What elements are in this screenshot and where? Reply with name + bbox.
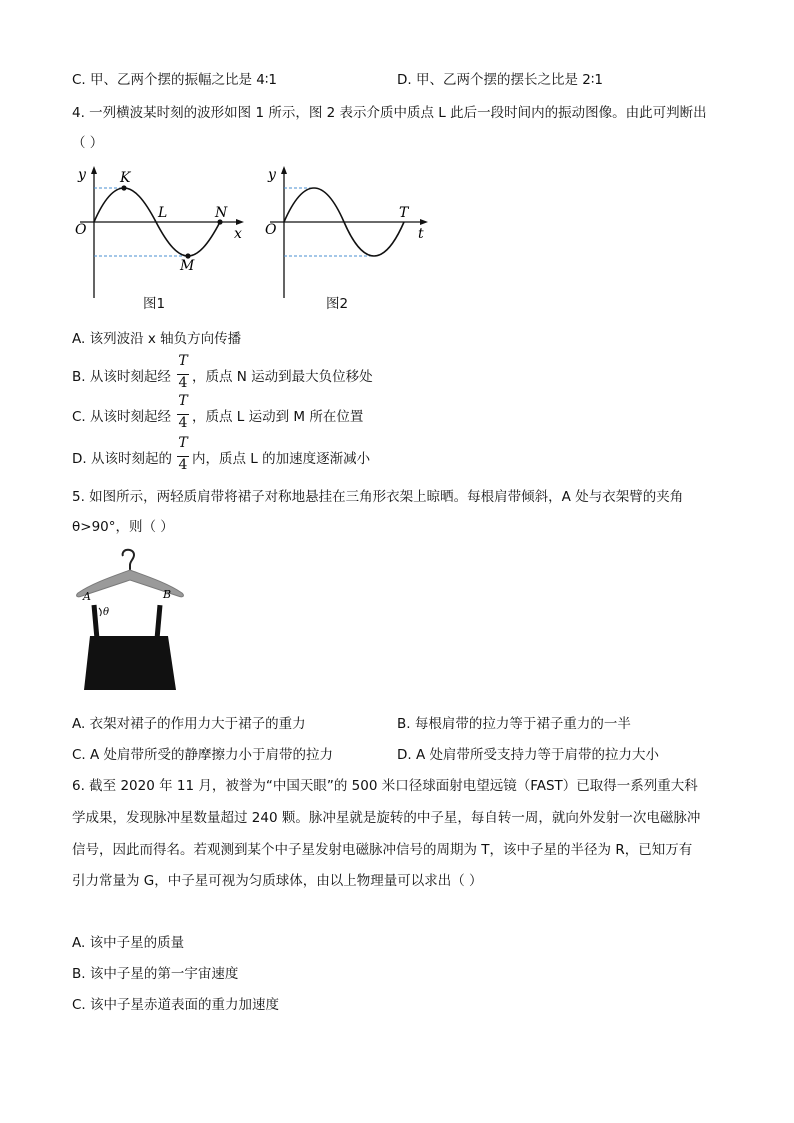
q4-option-b-post: ，质点 N 运动到最大负位移处 xyxy=(192,369,373,385)
fraction-denominator: 4 xyxy=(178,375,188,391)
q4-option-b-pre: B. 从该时刻起经 xyxy=(72,369,171,385)
q6-option-b: B. 该中子星的第一宇宙速度 xyxy=(72,966,239,982)
q4-figure-2 xyxy=(262,162,442,314)
label-theta: θ xyxy=(103,607,110,618)
fig2-origin: O xyxy=(265,222,277,238)
q4-option-a: A. 该列波沿 x 轴负方向传播 xyxy=(72,331,242,347)
fig1-xlabel: x xyxy=(234,226,242,242)
q4-option-d-fraction xyxy=(176,435,190,475)
q6-line1: 6. 截至 2020 年 11 月，被誉为“中国天眼”的 500 米口径球面射电望远镜（FAST）已取得一系列重大科 xyxy=(72,778,698,794)
fig1-ylabel: y xyxy=(78,167,86,183)
point-k-marker xyxy=(121,185,126,190)
fig1-origin: O xyxy=(75,222,87,238)
q4-figure-2-caption: 图2 xyxy=(326,296,349,312)
q4-option-c-post: ，质点 L 运动到 M 所在位置 xyxy=(192,409,364,425)
q6-line3: 信号，因此而得名。若观测到某个中子星发射电磁脉冲信号的周期为 T，该中子星的半径为 R，已知万有 xyxy=(72,842,693,858)
q5-option-a: A. 衣架对裙子的作用力大于裙子的重力 xyxy=(72,716,306,732)
q4-stem-line2: （ ） xyxy=(72,135,104,151)
q4-option-c-pre: C. 从该时刻起经 xyxy=(72,409,172,425)
fig2-ylabel: y xyxy=(268,167,276,183)
fraction-denominator: 4 xyxy=(178,457,188,473)
q3-option-d: D. 甲、乙两个摆的摆长之比是 2∶1 xyxy=(397,72,603,88)
label-a: A xyxy=(83,590,91,603)
q5-hanger-figure xyxy=(70,548,190,694)
q4-option-d-pre: D. 从该时刻起的 xyxy=(72,451,172,467)
fraction-numerator: T xyxy=(178,435,188,451)
label-b: B xyxy=(163,588,172,601)
q4-stem-line1: 4. 一列横波某时刻的波形如图 1 所示，图 2 表示介质中质点 L 此后一段时间内的振动图像。由此可判断出 xyxy=(72,105,707,121)
q4-option-d-post: 内，质点 L 的加速度逐渐减小 xyxy=(192,451,371,467)
q5-option-c: C. A 处肩带所受的静摩擦力小于肩带的拉力 xyxy=(72,747,334,763)
q3-option-c: C. 甲、乙两个摆的振幅之比是 4∶1 xyxy=(72,72,277,88)
q6-option-a: A. 该中子星的质量 xyxy=(72,935,185,951)
fig1-label-l: L xyxy=(158,205,168,221)
fig1-label-n: N xyxy=(215,205,228,221)
skirt-icon xyxy=(84,636,176,690)
q4-figure-1-caption: 图1 xyxy=(143,296,166,312)
fig2-xlabel: t xyxy=(418,226,424,242)
q6-option-c: C. 该中子星赤道表面的重力加速度 xyxy=(72,997,280,1013)
q6-line2: 学成果，发现脉冲星数量超过 240 颗。脉冲星就是旋转的中子星，每自转一周，就向外发射一次电磁脉冲 xyxy=(72,810,701,826)
fig2-label-t: T xyxy=(399,205,409,221)
fraction-denominator: 4 xyxy=(178,415,188,431)
q5-stem-line1: 5. 如图所示，两轻质肩带将裙子对称地悬挂在三角形衣架上晾晒。每根肩带倾斜，A 处与衣架臂的夹角 xyxy=(72,489,684,505)
q5-option-b: B. 每根肩带的拉力等于裙子重力的一半 xyxy=(397,716,631,732)
fig1-label-k: K xyxy=(120,170,131,186)
fraction-numerator: T xyxy=(178,393,188,409)
hanger-hook-icon xyxy=(123,550,134,572)
fig1-label-m: M xyxy=(180,258,195,274)
q5-option-d: D. A 处肩带所受支持力等于肩带的拉力大小 xyxy=(397,747,660,763)
q4-option-b-fraction xyxy=(176,353,190,393)
q6-line4: 引力常量为 G，中子星可视为匀质球体，由以上物理量可以求出（ ） xyxy=(72,873,483,889)
q4-option-c-fraction xyxy=(176,393,190,433)
fraction-numerator: T xyxy=(178,353,188,369)
q5-stem-line2: θ>90°，则（ ） xyxy=(72,519,174,535)
